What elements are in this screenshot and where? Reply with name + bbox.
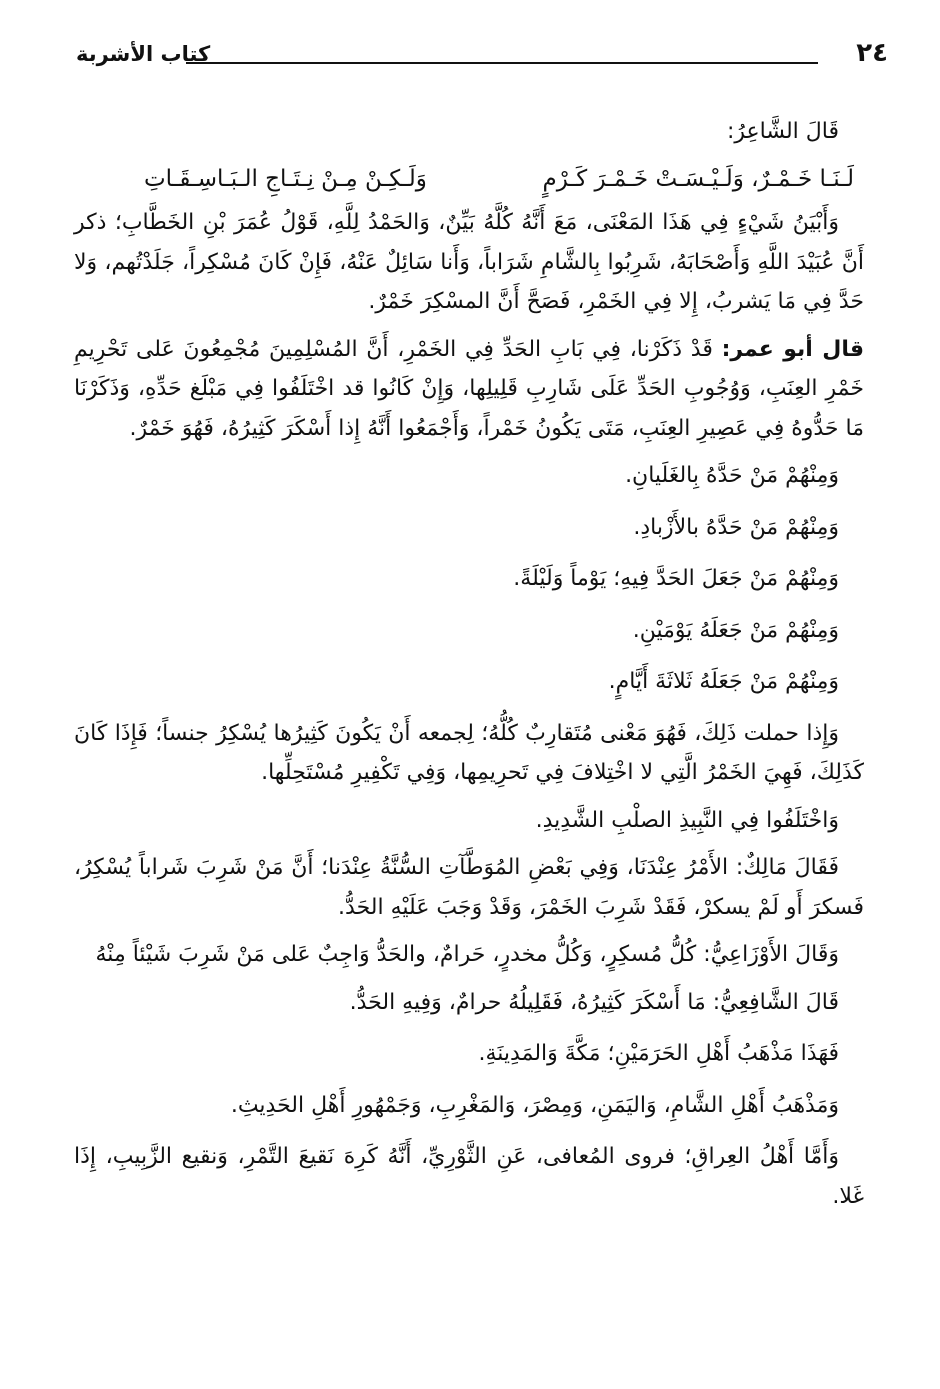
running-header	[76, 38, 888, 70]
list-item: وَمِنْهُمْ مَنْ جَعَلَهُ يَوْمَيْنِ.	[632, 617, 839, 643]
list-item: وَمِنْهُمْ مَنْ جَعَلَهُ ثَلاثَةَ أَيَّامٍ.	[608, 669, 839, 694]
paragraph: قَالَ الشَّافِعِيُّ: مَا أَسْكَرَ كَثِيرُهُ، فَقَلِيلُهُ حرامٌ، وَفِيهِ الحَدُّ.	[349, 989, 839, 1015]
paragraph: وَمَذْهَبُ أَهْلِ الشَّامِ، وَاليَمَنِ، وَمِصْرَ، وَالمَغْرِبِ، وَجَمْهُورِ أَهْلِ الحَدِيثِ.	[230, 1092, 839, 1118]
body-text	[74, 112, 864, 1224]
paragraph: فَهَذَا مَذْهَبُ أَهْلِ الحَرَمَيْنِ؛ مَكَّةَ وَالمَدِينَةِ.	[478, 1041, 839, 1066]
paragraph: فَقَالَ مَالِكٌ: الأَمْرُ عِنْدَنَا، وَفِي بَعْضِ المُوَطَّآتِ السُّنَّةُ عِنْدَنا؛ أَنَّ مَنْ شَرِبَ شَراباً يُسْكِرُ، فَسكرَ أَو لَمْ يسكرْ، فَقَدْ شَرِبَ الخَمْرَ، وَقَدْ وَجَبَ عَلَيْهِ الحَدُّ.	[74, 855, 864, 920]
book-title: كتاب الأشربة	[76, 42, 211, 66]
list-item: وَمِنْهُمْ مَنْ جَعَلَ الحَدَّ فِيهِ؛ يَوْماً وَلَيْلَةً.	[513, 566, 839, 591]
paragraph: وَإِذا حملت ذَلِكَ، فَهُوَ مَعْنى مُتَقارِبٌ كُلُّهُ؛ لِجمعه أَنْ يَكُونَ كَثِيرُها يُسْكِرُ جنساً؛ فَإِذَا كَانَ كَذَلِكَ، فَهِيَ الخَمْرُ الَّتِي لا اخْتِلافَ فِي تَحرِيمِها، وَفِي تَكْفِيرِ مُسْتَحِلِّها.	[74, 720, 864, 785]
list-item: وَمِنْهُمْ مَنْ حَدَّهُ بِالغَلَيانِ.	[625, 463, 839, 488]
paragraph: وَقَالَ الأَوْزَاعِيُّ: كُلُّ مُسكِرٍ، وَكُلُّ مخدرٍ، حَرامٌ، والحَدُّ وَاجِبٌ عَلى مَنْ شَرِبَ شَيْئاً مِنْهُ	[95, 942, 839, 967]
verse-second-hemistich: وَلَـكِـنْ مِـنْ نِـتَـاجِ الـبَـاسِـقَـاتِ	[144, 165, 427, 192]
speaker-label: قال أبو عمر:	[721, 336, 864, 362]
list-item: وَمِنْهُمْ مَنْ حَدَّهُ بالأَزْبادِ.	[633, 514, 839, 540]
header-rule	[186, 62, 818, 64]
paragraph: وَأَمَّا أَهْلُ العِراقِ؛ فروى المُعافى، عَنِ الثَّوْرِيِّ، أَنَّهُ كَرِهَ نَقيعَ التَّمْرِ، وَنقيع الزَّبِيبِ، إِذَا غَلا.	[74, 1144, 864, 1209]
paragraph-with-speaker	[74, 330, 864, 449]
paragraph: وَأَبْيَنُ شَيْءٍ فِي هَذَا المَعْنَى، مَعَ أَنَّهُ كُلَّهُ بَيِّنٌ، وَالحَمْدُ لِلَّهِ، قَوْلُ عُمَرَ بْنِ الخَطَّابِ؛ ذكر أَنَّ عُبَيْدَ اللَّهِ وَأَصْحَابَهُ، شَرِبُوا بِالشَّامِ شَرَاباً، وَأَنا سَائِلٌ عَنْهُ، فَإِنْ كَانَ مُسْكِراً، جَلَدْتُهم، وَلا حَدَّ فِي مَا يَشربُ، إِلا فِي الخَمْرِ، فَصَحَّ أَنَّ المسْكِرَ خَمْرٌ.	[74, 210, 864, 314]
paragraph-body: قَدْ ذَكَرْنا، فِي بَابِ الحَدِّ فِي الخَمْرِ، أَنَّ المُسْلِمِينَ مُجْمِعُونَ عَلى تَحْرِيمِ خَمْرِ العِنَبِ، وَوُجُوبِ الحَدِّ عَلَى شَارِبِ قَلِيلِها، وَإِنْ كَانُوا قد اخْتَلَفُوا فِي مَبْلَغ حَدِّهِ، وَذَكَرْنَا مَا حَدُّوهُ فِي عَصِيرِ العِنَبِ، مَتَى يَكُونُ خَمْراً، وَأَجْمَعُوا أَنَّهُ إِذا أَسْكَرَ كَثِيرُهُ، فَهُوَ خَمْرٌ.	[74, 336, 864, 441]
verse-first-hemistich: لَـنَـا خَـمْـرٌ، وَلَـيْـسَـتْ خَـمْـرَ كَـرْمٍ	[542, 165, 854, 192]
paragraph: قَالَ الشَّاعِرُ:	[726, 119, 839, 144]
paragraph: وَاخْتَلَفُوا فِي النَّبِيذِ الصلْبِ الشَّدِيدِ.	[535, 807, 839, 833]
page-number: ٢٤	[856, 38, 888, 68]
poetry-verse	[74, 160, 864, 200]
